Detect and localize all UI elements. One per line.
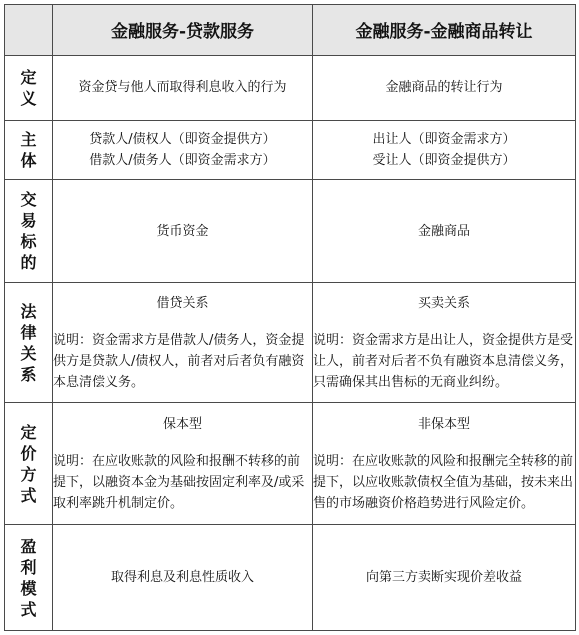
header-row: [5, 5, 576, 56]
relation-transfer-note: 说明：资金需求方是出让人，资金提供方是受让人，前者对后者不负有融资本息清偿义务，只需确保其出售标的无商业纠纷。: [313, 332, 574, 390]
profit-transfer: 向第三方卖断实现价差收益: [313, 525, 576, 631]
row-pricing: [5, 403, 576, 525]
relation-loan-note: 说明：资金需求方是借款人/债务人，资金提供方是贷款人/债权人，前者对后者负有融资本息清偿义务。: [53, 332, 305, 390]
subject-transfer: 出让人（即资金需求方） 受让人（即资金提供方）: [313, 120, 576, 179]
row-definition: [5, 55, 576, 120]
header-corner: [5, 5, 53, 56]
object-transfer: 金融商品: [313, 179, 576, 283]
relation-transfer-title: 买卖关系: [417, 295, 470, 311]
header-financial-transfer: 金融服务-金融商品转让: [313, 5, 576, 56]
definition-loan: 资金贷与他人而取得利息收入的行为: [53, 55, 313, 120]
definition-transfer: 金融商品的转让行为: [313, 55, 576, 120]
row-profit: [5, 525, 576, 631]
row-label-definition: 定 义: [5, 55, 53, 120]
row-object: [5, 179, 576, 283]
pricing-transfer-note: 说明：在应收账款的风险和报酬完全转移的前提下，以应收账款债权全值为基础，按未来出售的市场融资价格趋势进行风险定价。: [313, 453, 574, 511]
pricing-loan: [53, 403, 313, 525]
relation-loan: [53, 283, 313, 403]
row-label-pricing: 定 价 方 式: [5, 403, 53, 525]
pricing-loan-title: 保本型: [162, 416, 202, 432]
relation-loan-title: 借贷关系: [156, 295, 209, 311]
row-label-subject: 主 体: [5, 120, 53, 179]
profit-loan: 取得利息及利息性质收入: [53, 525, 313, 631]
subject-loan: 贷款人/债权人（即资金提供方） 借款人/债务人（即资金需求方）: [53, 120, 313, 179]
object-loan: 货币资金: [53, 179, 313, 283]
row-relation: [5, 283, 576, 403]
pricing-transfer-title: 非保本型: [417, 416, 470, 432]
relation-transfer: [313, 283, 576, 403]
pricing-transfer: [313, 403, 576, 525]
row-subject: [5, 120, 576, 179]
row-label-object: 交 易 标 的: [5, 179, 53, 283]
comparison-table: [4, 4, 576, 631]
pricing-loan-note: 说明：在应收账款的风险和报酬不转移的前提下，以融资本金为基础按固定利率及/或采取利率跳升机制定价。: [53, 453, 305, 511]
row-label-profit: 盈 利 模 式: [5, 525, 53, 631]
header-loan-service: 金融服务-贷款服务: [53, 5, 313, 56]
row-label-relation: 法 律 关 系: [5, 283, 53, 403]
